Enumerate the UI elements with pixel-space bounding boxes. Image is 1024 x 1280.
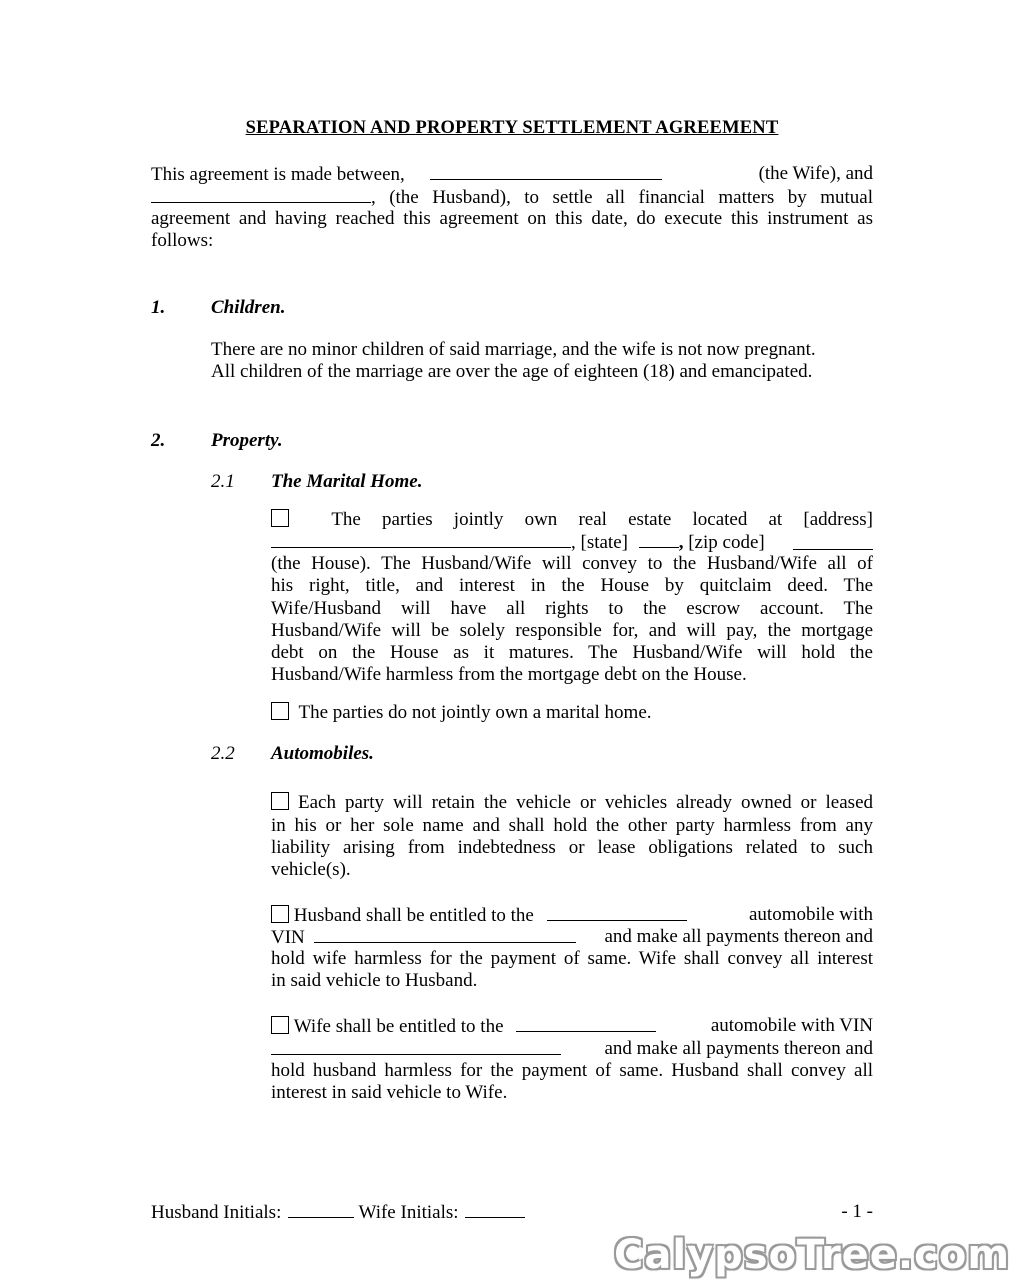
auto-option-3-line-4: interest in said vehicle to Wife. [271, 1082, 508, 1103]
zip-code-blank[interactable] [793, 532, 873, 550]
option-text: VIN [271, 927, 305, 948]
marital-home-option-1-line-2 [271, 530, 873, 554]
wife-initials-label: Wife Initials: [358, 1202, 459, 1223]
auto-option-1-line-3: liability arising from indebtedness or lease obligations related to such [271, 837, 873, 858]
checkbox[interactable] [271, 1016, 289, 1034]
checkbox[interactable] [271, 509, 289, 527]
option-text: [zip code] [688, 532, 765, 553]
children-line-2: All children of the marriage are over the age of eighteen (18) and emancipated. [211, 361, 813, 382]
option-text: , [state] [571, 532, 628, 553]
auto-option-2-line-1 [271, 903, 873, 927]
auto-option-2-line-2 [271, 925, 873, 949]
section-2-title: Property. [211, 430, 283, 451]
wife-vin-blank[interactable] [271, 1037, 561, 1055]
auto-option-1-line-1 [271, 791, 873, 815]
marital-home-option-1-line-5: Wife/Husband will have all rights to the escrow account. The [271, 598, 873, 619]
wife-automobile-blank[interactable] [516, 1014, 656, 1032]
husband-initials-blank[interactable] [288, 1200, 354, 1218]
option-text: , [678, 532, 684, 553]
intro-line-4: follows: [151, 230, 214, 251]
option-text: and make all payments thereon and [604, 926, 873, 947]
intro-text: (the Wife), and [758, 163, 873, 184]
intro-line-3: agreement and having reached this agreement on this date, do execute this instrument as [151, 208, 873, 229]
auto-option-2-line-4: in said vehicle to Husband. [271, 970, 478, 991]
watermark-logo: CalypsoTree.com [614, 1232, 1010, 1278]
section-1-number: 1. [151, 297, 166, 318]
husband-vin-blank[interactable] [314, 925, 576, 943]
marital-home-option-1-line-1 [271, 508, 873, 532]
checkbox[interactable] [271, 792, 289, 810]
option-text: The parties do not jointly own a marital home. [298, 702, 652, 723]
state-blank[interactable] [639, 530, 679, 548]
marital-home-option-1-line-3: (the House). The Husband/Wife will convey to the Husband/Wife all of [271, 553, 873, 574]
option-text: Wife shall be entitled to the [293, 1016, 504, 1037]
marital-home-option-1-line-4: his right, title, and interest in the House by quitclaim deed. The [271, 575, 873, 596]
husband-automobile-blank[interactable] [547, 903, 687, 921]
address-blank[interactable] [271, 530, 571, 548]
section-2-1-title: The Marital Home. [271, 471, 423, 492]
marital-home-option-1-line-8: Husband/Wife harmless from the mortgage debt on the House. [271, 664, 747, 685]
section-2-1-number: 2.1 [211, 471, 235, 492]
section-1-title: Children. [211, 297, 286, 318]
husband-name-blank[interactable] [151, 185, 371, 203]
section-2-number: 2. [151, 430, 166, 451]
intro-text: , (the Husband), to settle all financial matters by mutual [371, 187, 873, 208]
marital-home-option-1-line-7: debt on the House as it matures. The Husband/Wife will hold the [271, 642, 873, 663]
checkbox[interactable] [271, 702, 289, 720]
wife-name-blank[interactable] [430, 162, 662, 180]
auto-option-3-line-2 [271, 1037, 873, 1061]
option-text: Husband shall be entitled to the [293, 905, 534, 926]
marital-home-option-1-line-6: Husband/Wife will be solely responsible for, and will pay, the mortgage [271, 620, 873, 641]
auto-option-2-line-3: hold wife harmless for the payment of same. Wife shall convey all interest [271, 948, 873, 969]
option-text: automobile with VIN [710, 1015, 873, 1036]
auto-option-1-line-4: vehicle(s). [271, 859, 351, 880]
auto-option-3-line-1 [271, 1014, 873, 1038]
section-2-2-title: Automobiles. [271, 743, 374, 764]
husband-initials-label: Husband Initials: [151, 1202, 282, 1223]
wife-initials-blank[interactable] [465, 1200, 525, 1218]
document-title: SEPARATION AND PROPERTY SETTLEMENT AGREEMENT [245, 118, 779, 138]
option-text: The parties jointly own real estate located at [address] [331, 509, 873, 530]
checkbox[interactable] [271, 905, 289, 923]
intro-text: This agreement is made between, [151, 164, 405, 185]
section-2-2-number: 2.2 [211, 743, 235, 764]
auto-option-1-line-2: in his or her sole name and shall hold the other party harmless from any [271, 815, 873, 836]
option-text: and make all payments thereon and [604, 1038, 873, 1059]
marital-home-option-2 [271, 701, 652, 725]
option-text: Each party will retain the vehicle or vehicles already owned or leased [298, 792, 873, 813]
children-line-1: There are no minor children of said marriage, and the wife is not now pregnant. [211, 339, 816, 360]
footer-initials [151, 1200, 525, 1224]
auto-option-3-line-3: hold husband harmless for the payment of same. Husband shall convey all [271, 1060, 873, 1081]
intro-line-1 [151, 162, 873, 186]
option-text: automobile with [748, 904, 873, 925]
page-number: - 1 - [841, 1201, 873, 1222]
intro-line-2 [151, 185, 873, 209]
